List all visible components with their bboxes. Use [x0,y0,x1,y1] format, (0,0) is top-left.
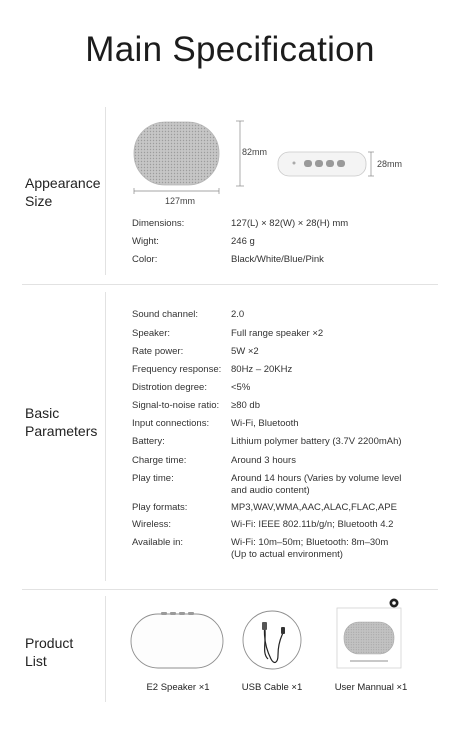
spec-key: Play time: [132,473,174,484]
spec-value: Around 3 hours [231,455,296,466]
usb-cable-image [241,609,303,671]
spec-key: Available in: [132,537,184,548]
spec-key: Charge time: [132,455,187,466]
divider-vertical-1 [105,107,106,275]
speaker-front-image [128,118,248,196]
spec-value: 5W ×2 [231,346,259,357]
spec-value: Wi-Fi, Bluetooth [231,418,299,429]
spec-key: Sound channel: [132,309,199,320]
spec-value: ≥80 db [231,400,260,411]
divider-vertical-3 [105,596,106,702]
spec-key: Color: [132,254,158,265]
spec-key: Wight: [132,236,159,247]
section-label-basic-parameters: Basic Parameters [25,405,98,439]
dimension-height-label: 82mm [242,147,268,157]
spec-value: Full range speaker ×2 [231,328,324,339]
spec-key: Distrotion degree: [132,382,207,393]
spec-value: MP3,WAV,WMA,AAC,ALAC,FLAC,APE [231,502,397,513]
spec-value: Lithium polymer battery (3.7V 2200mAh) [231,436,402,447]
spec-key: Play formats: [132,502,188,513]
spec-value: Black/White/Blue/Pink [231,254,324,265]
spec-value: 2.0 [231,309,245,320]
spec-value: 127(L) × 82(W) × 28(H) mm [231,218,349,229]
product-caption-speaker: E2 Speaker ×1 [146,682,210,693]
spec-key: Speaker: [132,328,171,339]
spec-key: Wireless: [132,519,172,530]
section-label-appearance: Appearance Size [25,175,101,209]
spec-key: Dimensions: [132,218,185,229]
page-title: Main Specification [85,30,375,69]
divider-horizontal-2 [22,589,438,590]
product-caption-user-manual: User Mannual ×1 [334,682,408,693]
spec-key: Signal-to-noise ratio: [132,400,220,411]
speaker-product-image [128,610,228,672]
speaker-top-image [275,148,380,182]
user-manual-image [330,596,408,672]
divider-horizontal-1 [22,284,438,285]
spec-value: Wi-Fi: 10m–50m; Bluetooth: 8m–30m (Up to actual environment) [231,537,389,560]
product-caption-usb-cable: USB Cable ×1 [241,682,303,693]
divider-vertical-2 [105,292,106,581]
spec-key: Battery: [132,436,165,447]
spec-value: Wi-Fi: IEEE 802.11b/g/n; Bluetooth 4.2 [231,519,394,530]
spec-value: 246 g [231,236,255,247]
spec-key: Frequency response: [132,364,222,375]
dimension-depth-label: 28mm [377,159,403,169]
dimension-width-label: 127mm [165,196,196,206]
spec-value: Around 14 hours (Varies by volume level and audio content) [231,473,402,496]
section-label-product-list: Product List [25,635,74,669]
spec-value: <5% [231,382,251,393]
spec-key: Input connections: [132,418,210,429]
spec-value: 80Hz – 20KHz [231,364,293,375]
spec-key: Rate power: [132,346,184,357]
